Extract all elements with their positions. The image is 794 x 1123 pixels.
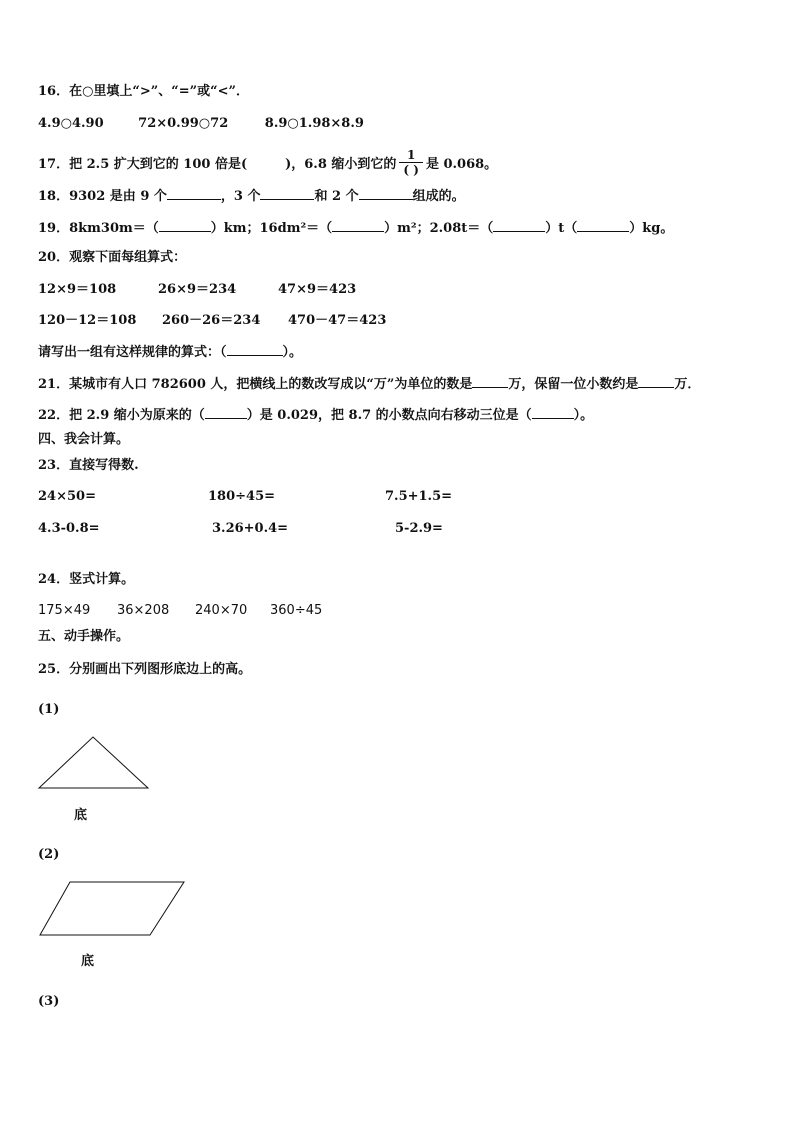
q17-part3: 是 0.068。 — [425, 157, 498, 172]
q18-p2: ，3 个 — [220, 189, 261, 204]
q18-line — [38, 187, 465, 205]
q20-row1-eq3: 47×9＝423 — [278, 282, 357, 297]
q17-line — [38, 150, 497, 179]
parallelogram-figure — [36, 879, 188, 939]
q17-frac-num: 1 — [407, 148, 416, 162]
q23-r2-c3: 5-2.9= — [395, 521, 443, 536]
q19-blank-2[interactable] — [332, 219, 384, 232]
q23-r2-c2: 3.26+0.4= — [212, 521, 289, 536]
q23-r1-c3: 7.5+1.5= — [385, 489, 453, 504]
q25-label-3: (3) — [38, 994, 60, 1009]
q25-label-2: (2) — [38, 847, 60, 862]
q19-p2: ）km；16dm²＝（ — [210, 221, 333, 236]
q20-ask — [38, 343, 302, 361]
q19-blank-3[interactable] — [493, 219, 545, 232]
q24-item-4: 360÷45 — [270, 603, 323, 618]
q20-blank[interactable] — [227, 343, 283, 356]
q18-blank-1[interactable] — [167, 187, 221, 200]
q18-p1: 18．9302 是由 9 个 — [38, 189, 167, 204]
q24-item-3: 240×70 — [195, 603, 248, 618]
q19-p5: ）kg。 — [629, 221, 674, 236]
section-4-title: 四、我会计算。 — [38, 432, 130, 447]
q18-p4: 组成的。 — [412, 189, 465, 204]
q25-base-label-2: 底 — [81, 954, 95, 969]
q19-line — [38, 219, 673, 237]
q22-line — [38, 406, 593, 424]
q22-p1: 22．把 2.9 缩小为原来的（ — [38, 408, 205, 423]
q23-r2-c1: 4.3-0.8= — [38, 521, 100, 536]
q21-line — [38, 375, 700, 393]
q17-frac-den: ( ) — [399, 162, 423, 177]
q16-item-2: 72×0.99○72 — [138, 116, 229, 131]
q16-stem: 16．在○里填上“>”、“=”或“<”． — [38, 84, 249, 99]
q22-p3: ）。 — [573, 408, 594, 423]
q20-ask-p1: 请写出一组有这样规律的算式：（ — [38, 345, 227, 360]
q20-row2-eq2: 260－26＝234 — [162, 313, 261, 328]
q22-p2: ）是 0.029，把 8.7 的小数点向右移动三位是（ — [246, 408, 532, 423]
section-5-title: 五、动手操作。 — [38, 629, 130, 644]
q20-row1-eq1: 12×9＝108 — [38, 282, 117, 297]
q16-item-3: 8.9○1.98×8.9 — [264, 116, 364, 131]
q24-stem: 24．竖式计算。 — [38, 572, 135, 587]
q18-p3: 和 2 个 — [314, 189, 359, 204]
q21-p2: 万，保留一位小数约是 — [508, 377, 639, 392]
q20-row2-eq1: 120－12＝108 — [38, 313, 137, 328]
q19-p4: ）t（ — [545, 221, 578, 236]
q20-row2 — [38, 313, 386, 329]
q21-p3: 万． — [674, 377, 701, 392]
q19-blank-4[interactable] — [577, 219, 629, 232]
q20-row1-eq2: 26×9＝234 — [158, 282, 237, 297]
q25-label-1: (1) — [38, 702, 60, 717]
q17-part1: 17．把 2.5 扩大到它的 100 倍是( — [38, 157, 248, 172]
q24-item-1: 175×49 — [38, 603, 91, 618]
q16-item-1: 4.9○4.90 — [38, 116, 104, 131]
q18-blank-3[interactable] — [359, 187, 413, 200]
q19-blank-1[interactable] — [159, 219, 211, 232]
q23-stem: 23．直接写得数. — [38, 458, 139, 473]
q20-row2-eq3: 470－47＝423 — [288, 313, 387, 328]
q23-r1-c2: 180÷45= — [208, 489, 276, 504]
q16-items — [38, 116, 364, 132]
q21-p1: 21．某城市有人口 782600 人，把横线上的数改写成以“万”为单位的数是 — [38, 377, 473, 392]
q20-stem: 20．观察下面每组算式： — [38, 250, 187, 265]
q18-blank-2[interactable] — [260, 187, 314, 200]
q25-stem: 25．分别画出下列图形底边上的高。 — [38, 662, 252, 677]
q20-ask-p2: ）。 — [282, 345, 303, 360]
q20-row1 — [38, 282, 356, 298]
q21-blank-2[interactable] — [638, 375, 674, 388]
triangle-figure — [36, 734, 152, 792]
q22-blank-2[interactable] — [532, 406, 574, 419]
q23-r1-c1: 24×50= — [38, 489, 96, 504]
q25-base-label-1: 底 — [74, 808, 88, 823]
q17-part2: )，6.8 缩小到它的 — [285, 157, 397, 172]
q22-blank-1[interactable] — [205, 406, 247, 419]
q19-p3: ）m²；2.08t＝（ — [384, 221, 494, 236]
q24-item-2: 36×208 — [117, 603, 170, 618]
q19-p1: 19．8km30m＝（ — [38, 221, 159, 236]
q17-fraction — [399, 148, 423, 177]
q21-blank-1[interactable] — [472, 375, 508, 388]
